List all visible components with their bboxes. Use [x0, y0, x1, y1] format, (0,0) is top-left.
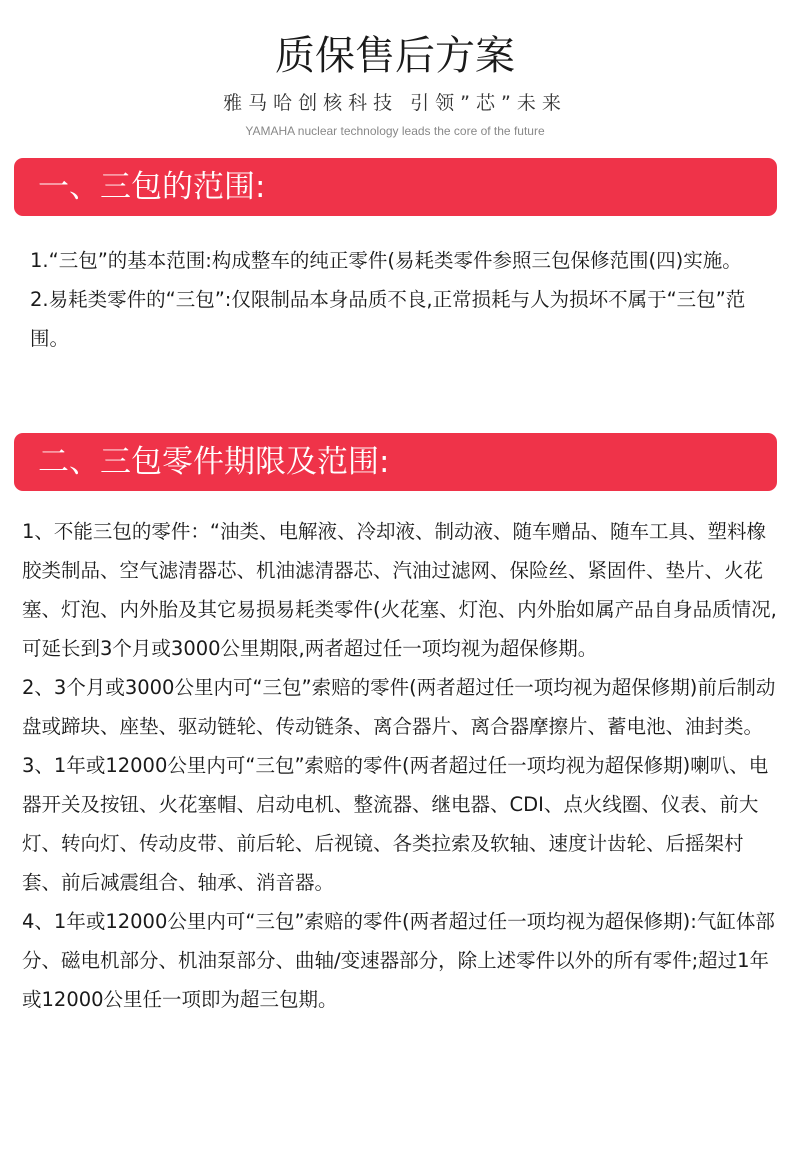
page-subtitle: 雅马哈创核科技 引领”芯”未来 [223, 92, 567, 114]
section-2-heading: 二、三包零件期限及范围: [14, 433, 777, 491]
page-tagline: YAMAHA nuclear technology leads the core of the future [245, 124, 545, 138]
page-header [0, 0, 790, 150]
section-1-paragraph-1: 1.“三包”的基本范围:构成整车的纯正零件(易耗类零件参照三包保修范围(四)实施。 [30, 249, 742, 272]
section-1-paragraph-2: 2.易耗类零件的“三包”:仅限制品本身品质不良,正常损耗与人为损坏不属于“三包”范围。 [30, 288, 746, 350]
section-2-paragraph-1: 1、不能三包的零件：“油类、电解液、冷却液、制动液、随车赠品、随车工具、塑料橡胶类制品、空气滤清器芯、机油滤清器芯、汽油过滤网、保险丝、紧固件、垫片、火花塞、灯泡、内外胎及其它易损易耗类零件(火花塞、灯泡、内外胎如属产品自身品质情况,可延长到3个月或3000公里期限,两者超过任一项均视为超保修期。 [22, 520, 777, 660]
section-1-body [30, 241, 760, 358]
section-2-body [22, 512, 779, 1019]
section-1-heading: 一、三包的范围: [14, 158, 777, 216]
page-title: 质保售后方案 [275, 33, 515, 79]
section-2-paragraph-2: 2、3个月或3000公里内可“三包”索赔的零件(两者超过任一项均视为超保修期)前后制动盘或蹄块、座垫、驱动链轮、传动链条、离合器片、离合器摩擦片、蓄电池、油封类。 [22, 676, 776, 738]
section-2-paragraph-4: 4、1年或12000公里内可“三包”索赔的零件(两者超过任一项均视为超保修期):气缸体部分、磁电机部分、机油泵部分、曲轴/变速器部分，除上述零件以外的所有零件;超过1年或12000公里任一项即为超三包期。 [22, 910, 775, 1011]
section-2-paragraph-3: 3、1年或12000公里内可“三包”索赔的零件(两者超过任一项均视为超保修期)喇叭、电器开关及按钮、火花塞帽、启动电机、整流器、继电器、CDI、点火线圈、仪表、前大灯、转向灯、传动皮带、前后轮、后视镜、各类拉索及软轴、速度计齿轮、后摇架村套、前后减震组合、轴承、消音器。 [22, 754, 769, 894]
